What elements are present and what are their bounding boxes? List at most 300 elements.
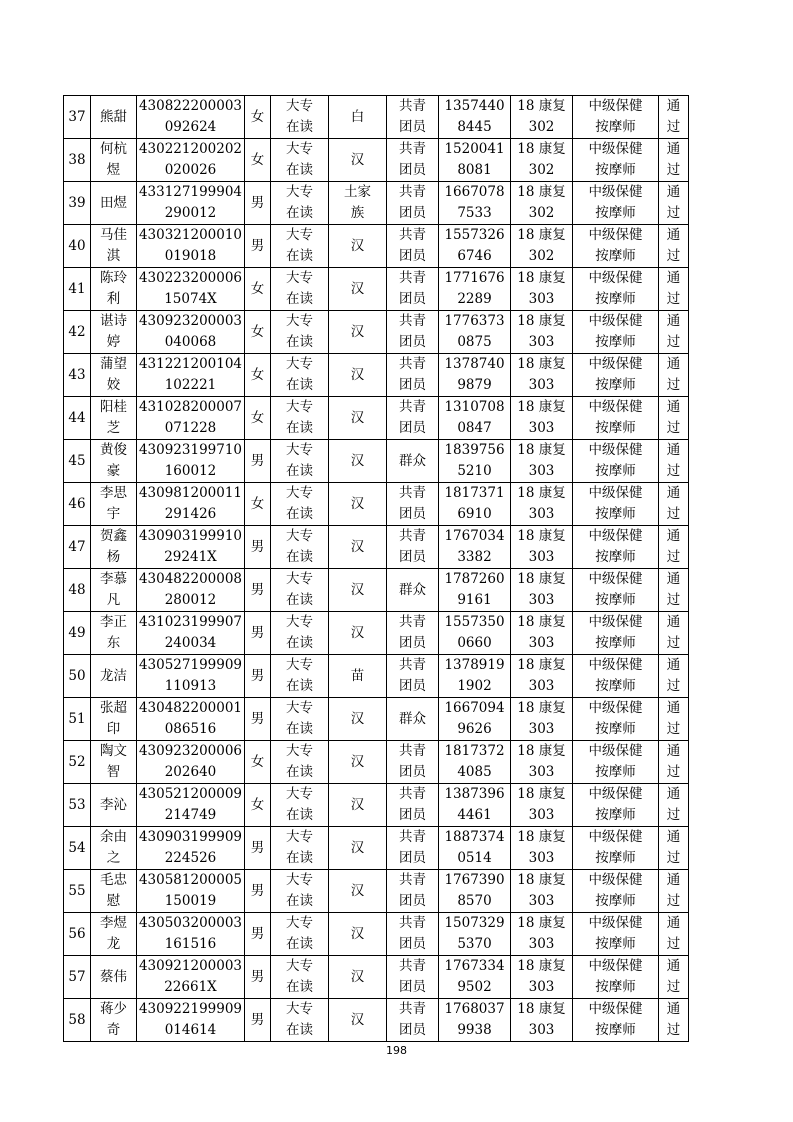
cell-political-status-line: 群众 <box>399 710 426 727</box>
cell-class <box>511 870 573 913</box>
cell-name <box>91 612 137 655</box>
cell-class-line: 303 <box>528 377 555 393</box>
cell-result-line: 通 <box>666 872 681 888</box>
cell-name-line: 蔡伟 <box>100 968 127 985</box>
cell-political-status-line: 团员 <box>399 807 426 823</box>
cell-result-line: 过 <box>666 979 681 995</box>
cell-political-status-line: 共青 <box>399 829 426 845</box>
cell-certificate-line: 中级保健 <box>588 399 643 415</box>
cell-id-number-line: 040068 <box>164 334 217 350</box>
cell-class-line: 303 <box>528 1022 555 1038</box>
cell-education-line: 大专 <box>286 356 313 372</box>
table-row <box>64 96 689 139</box>
cell-class <box>511 956 573 999</box>
cell-phone-line: 9626 <box>457 721 492 737</box>
cell-ethnicity <box>329 139 387 182</box>
cell-row-number: 44 <box>64 397 91 440</box>
cell-id-number-line: 431221200104 <box>138 356 243 372</box>
cell-certificate <box>573 999 659 1042</box>
cell-id-number <box>137 268 245 311</box>
cell-ethnicity-line: 汉 <box>350 925 365 942</box>
cell-result-line: 通 <box>666 1001 681 1017</box>
cell-id-number <box>137 354 245 397</box>
cell-certificate <box>573 483 659 526</box>
cell-ethnicity-line: 汉 <box>350 538 365 555</box>
table-row <box>64 311 689 354</box>
cell-phone <box>439 999 511 1042</box>
cell-phone <box>439 741 511 784</box>
cell-political-status-line: 团员 <box>399 377 426 393</box>
cell-ethnicity-line: 汉 <box>350 796 365 813</box>
cell-result <box>659 526 689 569</box>
cell-political-status-line: 共青 <box>399 270 426 286</box>
cell-class <box>511 397 573 440</box>
cell-education <box>271 913 329 956</box>
cell-ethnicity-line: 汉 <box>350 710 365 727</box>
cell-phone <box>439 655 511 698</box>
cell-id-number-line: 430922199909 <box>138 1001 243 1017</box>
cell-id-number-line: 430921200003 <box>138 958 243 974</box>
cell-phone-line: 1767334 <box>444 958 505 974</box>
cell-education-line: 在读 <box>286 807 313 823</box>
cell-certificate-line: 中级保健 <box>588 485 643 501</box>
cell-row-number: 43 <box>64 354 91 397</box>
cell-result-line: 过 <box>666 506 681 522</box>
cell-certificate <box>573 397 659 440</box>
cell-phone-line: 1387396 <box>444 786 505 802</box>
cell-phone <box>439 526 511 569</box>
cell-row-number: 57 <box>64 956 91 999</box>
cell-political-status <box>387 397 439 440</box>
cell-certificate-line: 中级保健 <box>588 141 643 157</box>
cell-phone-line: 1768037 <box>444 1001 505 1017</box>
cell-name <box>91 741 137 784</box>
cell-class <box>511 311 573 354</box>
cell-class <box>511 698 573 741</box>
cell-certificate-line: 中级保健 <box>588 356 643 372</box>
table-row <box>64 483 689 526</box>
cell-certificate-line: 中级保健 <box>588 872 643 888</box>
cell-gender: 女 <box>245 397 271 440</box>
cell-class-line: 303 <box>528 807 555 823</box>
cell-education <box>271 741 329 784</box>
cell-result <box>659 827 689 870</box>
cell-row-number: 54 <box>64 827 91 870</box>
cell-class-line: 303 <box>528 678 555 694</box>
cell-result <box>659 311 689 354</box>
cell-id-number-line: 430923200003 <box>138 313 243 329</box>
cell-education <box>271 526 329 569</box>
cell-phone <box>439 483 511 526</box>
cell-certificate-line: 按摩师 <box>595 549 636 565</box>
cell-phone-line: 5370 <box>457 936 492 952</box>
cell-phone-line: 8081 <box>457 162 492 178</box>
cell-education-line: 在读 <box>286 162 313 178</box>
cell-political-status-line: 共青 <box>399 614 426 630</box>
cell-name-line: 慰 <box>106 893 121 909</box>
cell-certificate-line: 中级保健 <box>588 1001 643 1017</box>
cell-name <box>91 311 137 354</box>
cell-name-line: 蒲望 <box>100 356 127 372</box>
cell-name-line: 印 <box>106 721 121 737</box>
cell-row-number: 49 <box>64 612 91 655</box>
cell-political-status <box>387 741 439 784</box>
cell-political-status-line: 团员 <box>399 850 426 866</box>
cell-class <box>511 526 573 569</box>
cell-political-status-line: 团员 <box>399 248 426 264</box>
cell-id-number-line: 224526 <box>164 850 217 866</box>
cell-ethnicity <box>329 397 387 440</box>
cell-gender: 女 <box>245 784 271 827</box>
cell-education-line: 大专 <box>286 270 313 286</box>
cell-political-status <box>387 354 439 397</box>
cell-certificate-line: 按摩师 <box>595 248 636 264</box>
cell-id-number <box>137 526 245 569</box>
cell-gender: 女 <box>245 96 271 139</box>
cell-id-number-line: 071228 <box>164 420 217 436</box>
cell-education <box>271 182 329 225</box>
cell-class-line: 18 康复 <box>517 700 566 716</box>
cell-phone <box>439 698 511 741</box>
cell-name <box>91 440 137 483</box>
cell-class <box>511 741 573 784</box>
cell-result <box>659 999 689 1042</box>
cell-ethnicity-line: 汉 <box>350 151 365 168</box>
cell-name-line: 婷 <box>106 334 121 350</box>
cell-id-number-line: 240034 <box>164 635 217 651</box>
cell-id-number <box>137 225 245 268</box>
cell-political-status <box>387 182 439 225</box>
cell-phone <box>439 870 511 913</box>
cell-certificate-line: 按摩师 <box>595 850 636 866</box>
cell-row-number: 37 <box>64 96 91 139</box>
table-row <box>64 956 689 999</box>
cell-political-status <box>387 698 439 741</box>
cell-political-status <box>387 526 439 569</box>
cell-ethnicity <box>329 655 387 698</box>
cell-name <box>91 526 137 569</box>
cell-phone <box>439 612 511 655</box>
cell-id-number-line: 290012 <box>164 205 217 221</box>
cell-political-status-line: 共青 <box>399 1001 426 1017</box>
cell-gender: 男 <box>245 698 271 741</box>
table-row <box>64 397 689 440</box>
cell-name-line: 智 <box>106 764 121 780</box>
cell-phone-line: 9161 <box>457 592 492 608</box>
cell-ethnicity <box>329 354 387 397</box>
cell-education <box>271 612 329 655</box>
cell-id-number-line: 430221200202 <box>138 141 243 157</box>
cell-result <box>659 268 689 311</box>
cell-id-number-line: 430581200005 <box>138 872 243 888</box>
table-row <box>64 139 689 182</box>
cell-political-status <box>387 440 439 483</box>
cell-phone <box>439 139 511 182</box>
cell-political-status <box>387 311 439 354</box>
cell-phone-line: 1839756 <box>444 442 505 458</box>
cell-result <box>659 225 689 268</box>
cell-phone-line: 1557350 <box>444 614 505 630</box>
cell-phone-line: 9938 <box>457 1022 492 1038</box>
cell-class-line: 303 <box>528 721 555 737</box>
cell-class <box>511 139 573 182</box>
cell-ethnicity-line: 汉 <box>350 968 365 985</box>
cell-political-status-line: 群众 <box>399 452 426 469</box>
cell-class-line: 303 <box>528 979 555 995</box>
cell-class <box>511 827 573 870</box>
cell-phone-line: 0660 <box>457 635 492 651</box>
cell-id-number-line: 214749 <box>164 807 217 823</box>
cell-class-line: 303 <box>528 850 555 866</box>
cell-gender: 男 <box>245 612 271 655</box>
cell-political-status-line: 团员 <box>399 635 426 651</box>
cell-education-line: 在读 <box>286 334 313 350</box>
table-row <box>64 569 689 612</box>
cell-name <box>91 870 137 913</box>
cell-certificate-line: 中级保健 <box>588 184 643 200</box>
roster-body <box>64 96 689 1042</box>
cell-result-line: 过 <box>666 162 681 178</box>
cell-name-line: 李慕 <box>100 571 127 587</box>
cell-certificate-line: 按摩师 <box>595 979 636 995</box>
cell-class-line: 303 <box>528 635 555 651</box>
cell-id-number-line: 430527199909 <box>138 657 243 673</box>
cell-ethnicity <box>329 698 387 741</box>
cell-id-number-line: 430321200010 <box>138 227 243 243</box>
cell-phone <box>439 827 511 870</box>
cell-id-number <box>137 655 245 698</box>
cell-id-number <box>137 999 245 1042</box>
cell-political-status-line: 团员 <box>399 291 426 307</box>
cell-ethnicity-line: 汉 <box>350 839 365 856</box>
cell-result-line: 过 <box>666 248 681 264</box>
cell-certificate-line: 按摩师 <box>595 377 636 393</box>
cell-phone <box>439 913 511 956</box>
cell-phone-line: 1520041 <box>444 141 505 157</box>
cell-phone-line: 3382 <box>457 549 492 565</box>
cell-certificate-line: 按摩师 <box>595 678 636 694</box>
cell-id-number-line: 280012 <box>164 592 217 608</box>
cell-result-line: 过 <box>666 1022 681 1038</box>
cell-education-line: 大专 <box>286 958 313 974</box>
cell-id-number-line: 430521200009 <box>138 786 243 802</box>
cell-name-line: 陶文 <box>100 743 127 759</box>
cell-result-line: 通 <box>666 227 681 243</box>
cell-name-line: 余由 <box>100 829 127 845</box>
cell-political-status-line: 共青 <box>399 958 426 974</box>
cell-result <box>659 655 689 698</box>
cell-political-status-line: 团员 <box>399 549 426 565</box>
cell-education <box>271 139 329 182</box>
cell-gender: 男 <box>245 655 271 698</box>
cell-name-line: 黄俊 <box>100 442 127 458</box>
cell-row-number: 42 <box>64 311 91 354</box>
cell-ethnicity-line: 土家 <box>344 184 371 200</box>
cell-name <box>91 999 137 1042</box>
cell-phone-line: 1357440 <box>444 98 505 114</box>
cell-education-line: 大专 <box>286 915 313 931</box>
cell-certificate <box>573 96 659 139</box>
cell-name <box>91 96 137 139</box>
cell-class-line: 18 康复 <box>517 872 566 888</box>
cell-certificate <box>573 225 659 268</box>
cell-class <box>511 268 573 311</box>
cell-political-status <box>387 956 439 999</box>
cell-row-number: 40 <box>64 225 91 268</box>
cell-row-number: 46 <box>64 483 91 526</box>
cell-row-number: 48 <box>64 569 91 612</box>
cell-education <box>271 225 329 268</box>
cell-education-line: 大专 <box>286 700 313 716</box>
cell-ethnicity-line: 汉 <box>350 495 365 512</box>
cell-education-line: 在读 <box>286 850 313 866</box>
cell-certificate-line: 按摩师 <box>595 764 636 780</box>
cell-class-line: 303 <box>528 936 555 952</box>
cell-phone-line: 4085 <box>457 764 492 780</box>
cell-result-line: 通 <box>666 829 681 845</box>
cell-class-line: 18 康复 <box>517 356 566 372</box>
cell-ethnicity <box>329 612 387 655</box>
cell-id-number-line: 202640 <box>164 764 217 780</box>
cell-class-line: 303 <box>528 291 555 307</box>
cell-gender: 女 <box>245 311 271 354</box>
cell-result-line: 通 <box>666 270 681 286</box>
cell-education <box>271 698 329 741</box>
cell-education-line: 大专 <box>286 829 313 845</box>
cell-ethnicity <box>329 96 387 139</box>
cell-certificate <box>573 311 659 354</box>
cell-certificate-line: 中级保健 <box>588 915 643 931</box>
cell-row-number: 53 <box>64 784 91 827</box>
cell-id-number-line: 430981200011 <box>138 485 243 501</box>
cell-gender: 女 <box>245 139 271 182</box>
cell-gender: 男 <box>245 827 271 870</box>
cell-id-number <box>137 698 245 741</box>
cell-phone-line: 1887374 <box>444 829 505 845</box>
cell-row-number: 58 <box>64 999 91 1042</box>
cell-result-line: 通 <box>666 915 681 931</box>
cell-ethnicity <box>329 569 387 612</box>
cell-education <box>271 956 329 999</box>
cell-name-line: 何杭 <box>100 141 127 157</box>
cell-class <box>511 569 573 612</box>
cell-result <box>659 784 689 827</box>
cell-ethnicity-line: 白 <box>350 108 365 125</box>
cell-education <box>271 268 329 311</box>
cell-name-line: 李正 <box>100 614 127 630</box>
cell-id-number <box>137 483 245 526</box>
cell-class-line: 303 <box>528 592 555 608</box>
cell-id-number-line: 430923199710 <box>138 442 243 458</box>
table-row <box>64 827 689 870</box>
cell-class-line: 18 康复 <box>517 399 566 415</box>
cell-phone-line: 1771676 <box>444 270 505 286</box>
cell-phone <box>439 440 511 483</box>
cell-class-line: 303 <box>528 506 555 522</box>
cell-political-status-line: 共青 <box>399 141 426 157</box>
cell-phone <box>439 569 511 612</box>
cell-result-line: 通 <box>666 399 681 415</box>
cell-id-number-line: 430223200006 <box>138 270 243 286</box>
cell-education-line: 在读 <box>286 291 313 307</box>
cell-education-line: 大专 <box>286 1001 313 1017</box>
cell-result-line: 过 <box>666 334 681 350</box>
cell-political-status <box>387 999 439 1042</box>
cell-result <box>659 870 689 913</box>
cell-education-line: 在读 <box>286 592 313 608</box>
table-row <box>64 655 689 698</box>
cell-name <box>91 784 137 827</box>
cell-education-line: 大专 <box>286 184 313 200</box>
cell-class-line: 302 <box>528 248 555 264</box>
cell-phone <box>439 397 511 440</box>
cell-certificate-line: 中级保健 <box>588 227 643 243</box>
cell-row-number: 38 <box>64 139 91 182</box>
cell-name-line: 东 <box>106 635 121 651</box>
cell-gender: 男 <box>245 182 271 225</box>
cell-result-line: 通 <box>666 700 681 716</box>
cell-result-line: 过 <box>666 592 681 608</box>
cell-certificate-line: 中级保健 <box>588 700 643 716</box>
cell-ethnicity <box>329 440 387 483</box>
cell-ethnicity-line: 汉 <box>350 280 365 297</box>
cell-result-line: 通 <box>666 184 681 200</box>
cell-phone-line: 8445 <box>457 119 492 135</box>
cell-row-number: 51 <box>64 698 91 741</box>
cell-id-number-line: 22661X <box>164 979 217 995</box>
cell-id-number-line: 430822200003 <box>138 98 243 114</box>
cell-ethnicity <box>329 870 387 913</box>
cell-class-line: 303 <box>528 893 555 909</box>
cell-row-number: 50 <box>64 655 91 698</box>
cell-political-status <box>387 612 439 655</box>
cell-class <box>511 225 573 268</box>
cell-class-line: 18 康复 <box>517 442 566 458</box>
cell-phone-line: 7533 <box>457 205 492 221</box>
cell-result-line: 过 <box>666 936 681 952</box>
cell-certificate-line: 中级保健 <box>588 442 643 458</box>
cell-education <box>271 96 329 139</box>
cell-political-status <box>387 268 439 311</box>
cell-phone-line: 0875 <box>457 334 492 350</box>
cell-id-number <box>137 956 245 999</box>
cell-id-number-line: 430482200001 <box>138 700 243 716</box>
cell-phone-line: 1507329 <box>444 915 505 931</box>
cell-education-line: 在读 <box>286 119 313 135</box>
cell-certificate <box>573 268 659 311</box>
cell-class <box>511 612 573 655</box>
cell-result-line: 过 <box>666 291 681 307</box>
cell-result <box>659 741 689 784</box>
cell-gender: 男 <box>245 956 271 999</box>
cell-name-line: 利 <box>106 291 121 307</box>
cell-political-status-line: 团员 <box>399 1022 426 1038</box>
cell-phone-line: 5210 <box>457 463 492 479</box>
cell-phone-line: 9502 <box>457 979 492 995</box>
cell-certificate-line: 中级保健 <box>588 743 643 759</box>
cell-certificate-line: 中级保健 <box>588 829 643 845</box>
cell-class-line: 18 康复 <box>517 141 566 157</box>
cell-certificate <box>573 655 659 698</box>
cell-ethnicity-line: 汉 <box>350 323 365 340</box>
cell-id-number <box>137 913 245 956</box>
cell-phone-line: 0514 <box>457 850 492 866</box>
cell-political-status <box>387 569 439 612</box>
cell-phone-line: 6910 <box>457 506 492 522</box>
cell-result-line: 过 <box>666 678 681 694</box>
cell-phone-line: 1817372 <box>444 743 505 759</box>
cell-education-line: 大专 <box>286 399 313 415</box>
